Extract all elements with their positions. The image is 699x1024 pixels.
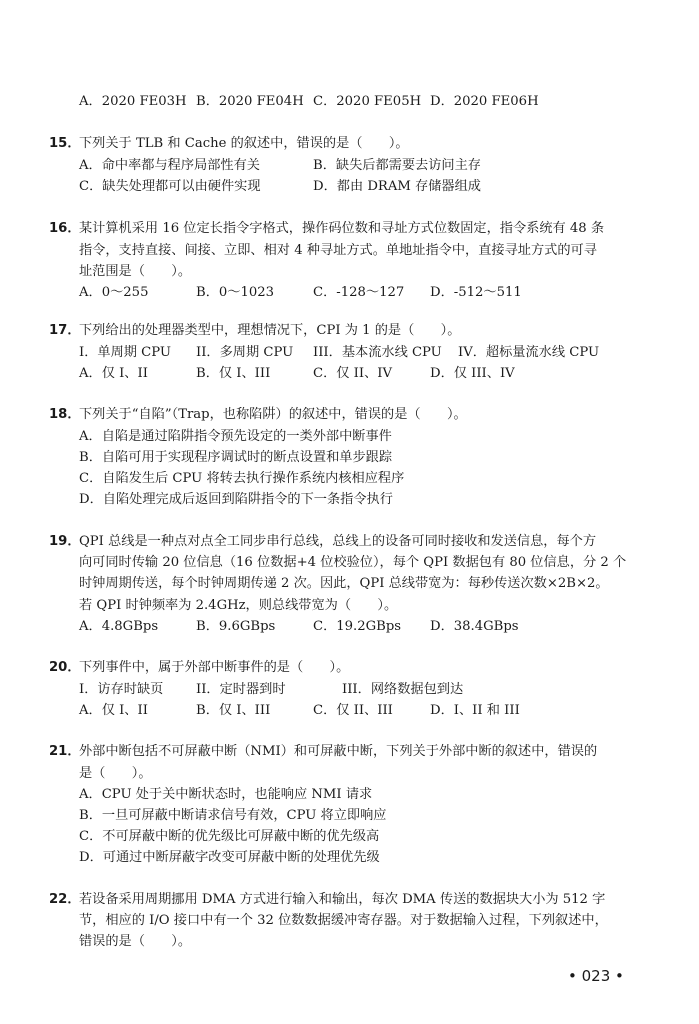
option-b: B．0～1023 [196,285,275,300]
option-c: C．19.2GBps [313,619,402,634]
option-a: A．4.8GBps [79,619,159,634]
question-number: 16． [49,221,81,236]
question-number: 19． [49,534,81,549]
question-stem-line-2: 向可同时传输 20 位信息（16 位数据+4 位校验位），每个 QPI 数据包有 80 位信息，分 2 个 [79,555,627,570]
question-stem-line-1: 若设备采用周期挪用 DMA 方式进行输入和输出，每次 DMA 传送的数据块大小为 512 字 [79,892,606,907]
option-d: D．自陷处理完成后返回到陷阱指令的下一条指令执行 [79,492,393,507]
option-a: A．仅 I、II [79,366,148,381]
question-stem-line-1: 某计算机采用 16 位定长指令字格式，操作码位数和寻址方式位数固定，指令系统有 48 条 [79,221,605,236]
option-d: D．I、II 和 III [430,703,520,718]
option-c: C．-128～127 [313,285,405,300]
option-c: C．仅 II、III [313,703,393,718]
option-b: B．9.6GBps [196,619,276,634]
option-d: D．38.4GBps [430,619,519,634]
option-b: B．缺失后都需要去访问主存 [313,158,481,173]
item-3: III．基本流水线 CPU [313,345,442,360]
question-stem-line-3: 错误的是（ ）。 [79,934,192,949]
question-stem-line-1: 外部中断包括不可屏蔽中断（NMI）和可屏蔽中断，下列关于外部中断的叙述中，错误的 [79,744,598,759]
question-stem-line-3: 址范围是（ ）。 [79,264,192,279]
option-a: A．2020 FE03H [79,94,187,109]
option-d: D．2020 FE06H [430,94,539,109]
option-a: A．自陷是通过陷阱指令预先设定的一类外部中断事件 [79,429,392,444]
item-4: IV．超标量流水线 CPU [458,345,600,360]
question-number: 15． [49,136,81,151]
item-2: II．定时器到时 [196,682,286,697]
option-a: A．仅 I、II [79,703,148,718]
option-b: B．2020 FE04H [196,94,304,109]
question-stem-line-2: 指令，支持直接、间接、立即、相对 4 种寻址方式。单地址指令中，直接寻址方式的可寻 [79,243,597,258]
question-number: 18． [49,407,81,422]
item-3: III．网络数据包到达 [342,682,464,697]
page-number: • 023 • [568,967,624,985]
question-stem-line-4: 若 QPI 时钟频率为 2.4GHz，则总线带宽为（ ）。 [79,598,398,613]
question-stem: 下列关于 TLB 和 Cache 的叙述中，错误的是（ ）。 [79,136,409,151]
item-1: I．单周期 CPU [79,345,171,360]
option-a: A．命中率都与程序局部性有关 [79,158,260,173]
option-c: C．2020 FE05H [313,94,422,109]
option-a: A．CPU 处于关中断状态时，也能响应 NMI 请求 [79,787,373,802]
option-d: D．都由 DRAM 存储器组成 [313,179,481,194]
question-number: 22． [49,892,81,907]
question-number: 17． [49,323,81,338]
option-b: B．仅 I、III [196,366,271,381]
option-b: B．自陷可用于实现程序调试时的断点设置和单步跟踪 [79,450,393,465]
option-d: D．可通过中断屏蔽字改变可屏蔽中断的处理优先级 [79,850,380,865]
option-c: C．自陷发生后 CPU 将转去执行操作系统内核相应程序 [79,471,405,486]
question-stem-line-2: 节，相应的 I/O 接口中有一个 32 位数数据缓冲寄存器。对于数据输入过程，下列叙述中， [79,913,608,928]
question-stem: 下列给出的处理器类型中，理想情况下，CPI 为 1 的是（ ）。 [79,323,461,338]
option-b: B．一旦可屏蔽中断请求信号有效，CPU 将立即响应 [79,808,387,823]
question-number: 21． [49,744,81,759]
question-stem-line-2: 是（ ）。 [79,766,152,781]
question-stem-line-1: QPI 总线是一种点对点全工同步串行总线，总线上的设备可同时接收和发送信息，每个方 [79,534,597,549]
option-b: B．仅 I、III [196,703,271,718]
item-2: II．多周期 CPU [196,345,294,360]
option-d: D．-512～511 [430,285,522,300]
item-1: I．访存时缺页 [79,682,164,697]
question-number: 20． [49,660,81,675]
option-c: C．缺失处理都可以由硬件实现 [79,179,261,194]
question-stem: 下列事件中，属于外部中断事件的是（ ）。 [79,660,350,675]
option-c: C．仅 II、IV [313,366,392,381]
question-stem-line-3: 时钟周期传送，每个时钟周期传递 2 次。因此，QPI 总线带宽为：每秒传送次数×2B×2。 [79,576,609,591]
option-c: C．不可屏蔽中断的优先级比可屏蔽中断的优先级高 [79,829,380,844]
option-d: D．仅 III、IV [430,366,515,381]
question-stem: 下列关于“自陷”（Trap，也称陷阱）的叙述中，错误的是（ ）。 [79,407,467,422]
option-a: A．0～255 [79,285,149,300]
